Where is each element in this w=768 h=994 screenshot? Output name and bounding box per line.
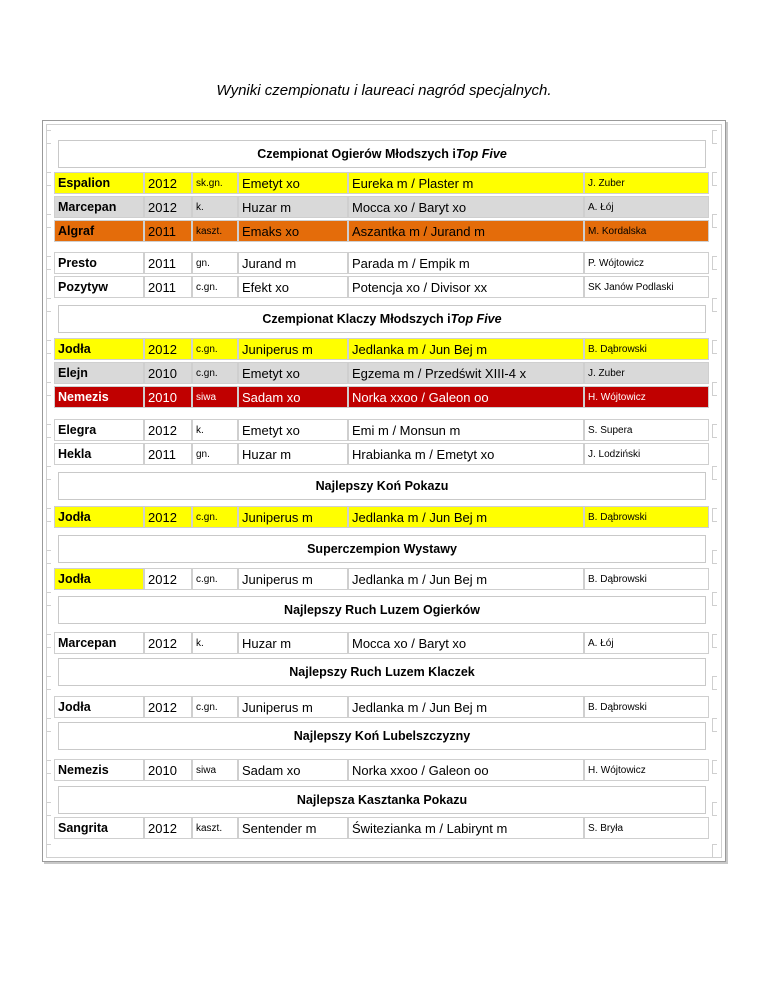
sire-cell: Juniperus m (238, 338, 348, 360)
horse-name-cell: Nemezis (54, 386, 144, 408)
owner-cell: J. Zuber (584, 172, 709, 194)
horse-name-cell: Hekla (54, 443, 144, 465)
sire-cell: Huzar m (238, 196, 348, 218)
dam-and-damsire-cell: Jedlanka m / Jun Bej m (348, 506, 584, 528)
coat-color-cell: k. (192, 632, 238, 654)
frame-tick (712, 634, 717, 648)
birth-year-cell: 2012 (144, 338, 192, 360)
frame-tick (712, 298, 717, 312)
sire-cell: Sadam xo (238, 759, 348, 781)
table-row (54, 817, 709, 839)
dam-and-damsire-cell: Jedlanka m / Jun Bej m (348, 568, 584, 590)
frame-tick (46, 130, 51, 144)
table-row (54, 276, 709, 298)
birth-year-cell: 2010 (144, 759, 192, 781)
section-title: Czempionat Ogierów Młodszych i (257, 147, 456, 161)
horse-name-cell: Espalion (54, 172, 144, 194)
section-header (58, 140, 706, 168)
frame-tick (46, 802, 51, 816)
coat-color-cell: gn. (192, 252, 238, 274)
table-row (54, 386, 709, 408)
birth-year-cell: 2011 (144, 252, 192, 274)
horse-name-cell: Jodła (54, 338, 144, 360)
frame-tick (712, 550, 717, 564)
frame-tick (46, 256, 51, 270)
sire-cell: Huzar m (238, 632, 348, 654)
owner-cell: M. Kordalska (584, 220, 709, 242)
frame-tick (712, 424, 717, 438)
frame-tick (712, 130, 717, 144)
frame-tick (712, 844, 717, 858)
sire-cell: Sadam xo (238, 386, 348, 408)
horse-name-cell: Jodła (54, 696, 144, 718)
frame-tick (46, 592, 51, 606)
horse-name-cell: Sangrita (54, 817, 144, 839)
sire-cell: Juniperus m (238, 568, 348, 590)
coat-color-cell: sk.gn. (192, 172, 238, 194)
table-row (54, 172, 709, 194)
birth-year-cell: 2011 (144, 443, 192, 465)
frame-tick (712, 718, 717, 732)
section-header (58, 305, 706, 333)
frame-tick (46, 466, 51, 480)
sire-cell: Sentender m (238, 817, 348, 839)
section-title: Najlepszy Koń Lubelszczyzny (293, 729, 471, 743)
horse-name-cell: Presto (54, 252, 144, 274)
table-row (54, 252, 709, 274)
frame-tick (46, 634, 51, 648)
sire-cell: Jurand m (238, 252, 348, 274)
sire-cell: Huzar m (238, 443, 348, 465)
birth-year-cell: 2012 (144, 506, 192, 528)
section-title: Najlepszy Ruch Luzem Ogierków (284, 603, 480, 617)
owner-cell: J. Lodziński (584, 443, 709, 465)
birth-year-cell: 2011 (144, 276, 192, 298)
dam-and-damsire-cell: Emi m / Monsun m (348, 419, 584, 441)
frame-tick (46, 340, 51, 354)
table-row (54, 220, 709, 242)
frame-tick (712, 592, 717, 606)
coat-color-cell: gn. (192, 443, 238, 465)
section-title: Czempionat Klaczy Młodszych i (262, 312, 451, 326)
sire-cell: Emetyt xo (238, 172, 348, 194)
frame-tick (712, 802, 717, 816)
frame-tick (46, 718, 51, 732)
sire-cell: Emetyt xo (238, 362, 348, 384)
owner-cell: H. Wójtowicz (584, 759, 709, 781)
table-row (54, 338, 709, 360)
birth-year-cell: 2011 (144, 220, 192, 242)
frame-tick (712, 214, 717, 228)
frame-tick (46, 760, 51, 774)
frame-tick (712, 340, 717, 354)
horse-name-cell: Jodła (54, 506, 144, 528)
dam-and-damsire-cell: Jedlanka m / Jun Bej m (348, 696, 584, 718)
coat-color-cell: k. (192, 419, 238, 441)
birth-year-cell: 2012 (144, 172, 192, 194)
dam-and-damsire-cell: Jedlanka m / Jun Bej m (348, 338, 584, 360)
owner-cell: B. Dąbrowski (584, 506, 709, 528)
coat-color-cell: c.gn. (192, 568, 238, 590)
horse-name-cell: Nemezis (54, 759, 144, 781)
owner-cell: J. Zuber (584, 362, 709, 384)
dam-and-damsire-cell: Aszantka m / Jurand m (348, 220, 584, 242)
dam-and-damsire-cell: Norka xxoo / Galeon oo (348, 386, 584, 408)
birth-year-cell: 2012 (144, 419, 192, 441)
frame-tick (46, 298, 51, 312)
table-row (54, 196, 709, 218)
section-header (58, 658, 706, 686)
coat-color-cell: c.gn. (192, 362, 238, 384)
dam-and-damsire-cell: Norka xxoo / Galeon oo (348, 759, 584, 781)
frame-tick (46, 844, 51, 858)
coat-color-cell: siwa (192, 386, 238, 408)
frame-tick (46, 424, 51, 438)
horse-name-cell: Elegra (54, 419, 144, 441)
horse-name-cell: Pozytyw (54, 276, 144, 298)
dam-and-damsire-cell: Świtezianka m / Labirynt m (348, 817, 584, 839)
birth-year-cell: 2012 (144, 696, 192, 718)
frame-tick (712, 466, 717, 480)
table-row (54, 696, 709, 718)
section-title: Najlepszy Koń Pokazu (315, 479, 449, 493)
horse-name-cell: Jodła (54, 568, 144, 590)
coat-color-cell: c.gn. (192, 506, 238, 528)
frame-tick (46, 508, 51, 522)
coat-color-cell: c.gn. (192, 696, 238, 718)
owner-cell: B. Dąbrowski (584, 338, 709, 360)
section-title-emphasis: Top Five (455, 147, 507, 161)
section-header (58, 472, 706, 500)
section-header (58, 596, 706, 624)
frame-tick (712, 508, 717, 522)
table-row (54, 443, 709, 465)
dam-and-damsire-cell: Mocca xo / Baryt xo (348, 196, 584, 218)
coat-color-cell: kaszt. (192, 220, 238, 242)
birth-year-cell: 2010 (144, 362, 192, 384)
birth-year-cell: 2012 (144, 632, 192, 654)
frame-tick (712, 760, 717, 774)
birth-year-cell: 2012 (144, 568, 192, 590)
section-title-emphasis: Top Five (450, 312, 502, 326)
birth-year-cell: 2012 (144, 817, 192, 839)
owner-cell: S. Bryła (584, 817, 709, 839)
dam-and-damsire-cell: Mocca xo / Baryt xo (348, 632, 584, 654)
section-title: Najlepsza Kasztanka Pokazu (296, 793, 468, 807)
frame-tick (712, 172, 717, 186)
table-row (54, 759, 709, 781)
section-title: Najlepszy Ruch Luzem Klaczek (289, 665, 475, 679)
owner-cell: S. Supera (584, 419, 709, 441)
coat-color-cell: c.gn. (192, 276, 238, 298)
coat-color-cell: kaszt. (192, 817, 238, 839)
frame-tick (46, 172, 51, 186)
owner-cell: B. Dąbrowski (584, 696, 709, 718)
table-row (54, 506, 709, 528)
coat-color-cell: siwa (192, 759, 238, 781)
coat-color-cell: k. (192, 196, 238, 218)
dam-and-damsire-cell: Eureka m / Plaster m (348, 172, 584, 194)
table-row (54, 362, 709, 384)
owner-cell: SK Janów Podlaski (584, 276, 709, 298)
section-header (58, 722, 706, 750)
frame-tick (46, 214, 51, 228)
owner-cell: A. Łój (584, 196, 709, 218)
dam-and-damsire-cell: Egzema m / Przedświt XIII-4 x (348, 362, 584, 384)
owner-cell: P. Wójtowicz (584, 252, 709, 274)
section-header (58, 535, 706, 563)
horse-name-cell: Marcepan (54, 632, 144, 654)
horse-name-cell: Elejn (54, 362, 144, 384)
frame-tick (712, 676, 717, 690)
dam-and-damsire-cell: Hrabianka m / Emetyt xo (348, 443, 584, 465)
table-row (54, 419, 709, 441)
sire-cell: Efekt xo (238, 276, 348, 298)
sire-cell: Emaks xo (238, 220, 348, 242)
birth-year-cell: 2012 (144, 196, 192, 218)
frame-tick (46, 676, 51, 690)
frame-tick (712, 382, 717, 396)
frame-tick (46, 382, 51, 396)
frame-tick (712, 256, 717, 270)
birth-year-cell: 2010 (144, 386, 192, 408)
owner-cell: B. Dąbrowski (584, 568, 709, 590)
owner-cell: H. Wójtowicz (584, 386, 709, 408)
sire-cell: Emetyt xo (238, 419, 348, 441)
sire-cell: Juniperus m (238, 506, 348, 528)
table-row (54, 632, 709, 654)
horse-name-cell: Marcepan (54, 196, 144, 218)
sire-cell: Juniperus m (238, 696, 348, 718)
coat-color-cell: c.gn. (192, 338, 238, 360)
document-title: Wyniki czempionatu i laureaci nagród specjalnych. (216, 82, 552, 99)
horse-name-cell: Algraf (54, 220, 144, 242)
owner-cell: A. Łój (584, 632, 709, 654)
dam-and-damsire-cell: Potencja xo / Divisor xx (348, 276, 584, 298)
section-title: Superczempion Wystawy (307, 542, 457, 556)
frame-tick (46, 550, 51, 564)
table-row (54, 568, 709, 590)
section-header (58, 786, 706, 814)
dam-and-damsire-cell: Parada m / Empik m (348, 252, 584, 274)
